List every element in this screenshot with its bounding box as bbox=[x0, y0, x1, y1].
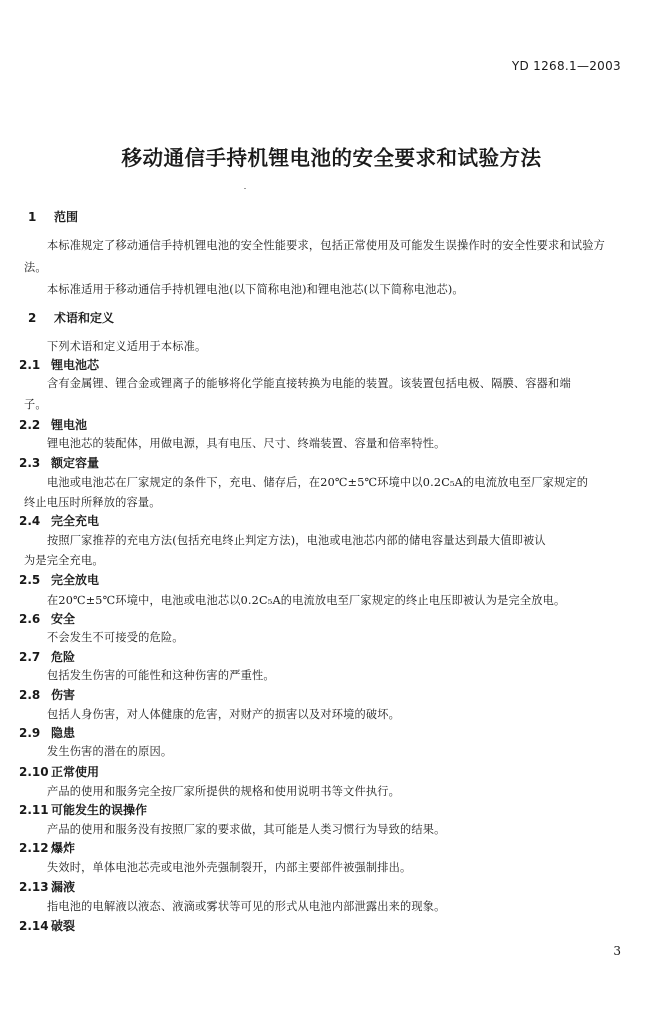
term-heading bbox=[19, 610, 75, 627]
section-2-intro: 下列术语和定义适用于本标准。 bbox=[47, 340, 207, 353]
term-definition-continuation: 终止电压时所释放的容量。 bbox=[24, 496, 161, 509]
term-number: 2.12 bbox=[19, 841, 49, 855]
term-definition-continuation: 子。 bbox=[24, 398, 47, 411]
section-1-paragraph-1: 本标准规定了移动通信手持机锂电池的安全性能要求，包括正常使用及可能发生误操作时的安全性要求和试验方法。 bbox=[24, 239, 605, 274]
section-1-heading bbox=[28, 208, 78, 225]
term-definition: 在20℃±5℃环境中，电池或电池芯以0.2C₅A的电流放电至厂家规定的终止电压即被认为是完全放电。 bbox=[47, 594, 566, 607]
term-number: 2.8 bbox=[19, 688, 41, 702]
term-name: 锂电池 bbox=[51, 418, 88, 432]
term-number: 2.5 bbox=[19, 573, 41, 587]
term-heading bbox=[19, 512, 99, 529]
term-definition: 指电池的电解液以液态、液滴或雾状等可见的形式从电池内部泄露出来的现象。 bbox=[47, 900, 446, 913]
term-heading bbox=[19, 801, 147, 818]
term-definition: 产品的使用和服务没有按照厂家的要求做，其可能是人类习惯行为导致的结果。 bbox=[47, 823, 446, 836]
section-number: 2 bbox=[28, 311, 37, 325]
term-heading bbox=[19, 416, 87, 433]
term-name: 爆炸 bbox=[51, 841, 76, 855]
document-title: 移动通信手持机锂电池的安全要求和试验方法 bbox=[121, 146, 542, 170]
term-heading bbox=[19, 571, 99, 588]
term-definition-continuation: 为是完全充电。 bbox=[24, 554, 104, 567]
term-number: 2.13 bbox=[19, 880, 49, 894]
title-divider-mark bbox=[244, 188, 246, 189]
term-definition: 电池或电池芯在厂家规定的条件下，充电、储存后，在20℃±5℃环境中以0.2C₅A的电流放电至厂家规定的 bbox=[47, 476, 589, 489]
section-title: 范围 bbox=[54, 210, 79, 224]
term-number: 2.9 bbox=[19, 726, 41, 740]
term-definition: 包括发生伤害的可能性和这种伤害的严重性。 bbox=[47, 669, 275, 682]
page-number: 3 bbox=[613, 944, 621, 958]
term-name: 锂电池芯 bbox=[51, 358, 100, 372]
term-name: 危险 bbox=[51, 650, 76, 664]
term-definition: 按照厂家推荐的充电方法(包括充电终止判定方法)，电池或电池芯内部的储电容量达到最大值即被认 bbox=[47, 534, 546, 547]
term-definition: 不会发生不可接受的危险。 bbox=[47, 631, 184, 644]
term-number: 2.4 bbox=[19, 514, 41, 528]
term-number: 2.7 bbox=[19, 650, 41, 664]
term-name: 完全放电 bbox=[51, 573, 100, 587]
section-title: 术语和定义 bbox=[54, 311, 115, 325]
standard-code: YD 1268.1—2003 bbox=[511, 59, 621, 73]
term-name: 安全 bbox=[51, 612, 76, 626]
term-heading bbox=[19, 648, 75, 665]
term-number: 2.6 bbox=[19, 612, 41, 626]
term-heading bbox=[19, 839, 75, 856]
term-definition: 失效时，单体电池芯壳或电池外壳强制裂开，内部主要部件被强制排出。 bbox=[47, 861, 412, 874]
term-heading bbox=[19, 454, 99, 471]
term-name: 可能发生的误操作 bbox=[51, 803, 148, 817]
term-definition: 锂电池芯的装配体，用做电源，具有电压、尺寸、终端装置、容量和倍率特性。 bbox=[47, 437, 446, 450]
term-heading bbox=[19, 356, 99, 373]
section-2-heading bbox=[28, 309, 114, 326]
term-number: 2.3 bbox=[19, 456, 41, 470]
term-name: 完全充电 bbox=[51, 514, 100, 528]
term-heading bbox=[19, 878, 75, 895]
term-definition: 发生伤害的潜在的原因。 bbox=[47, 745, 173, 758]
term-name: 漏液 bbox=[51, 880, 76, 894]
section-number: 1 bbox=[28, 210, 37, 224]
term-heading bbox=[19, 763, 99, 780]
term-definition: 包括人身伤害，对人体健康的危害，对财产的损害以及对环境的破坏。 bbox=[47, 708, 401, 721]
term-number: 2.2 bbox=[19, 418, 41, 432]
section-1-paragraph-2: 本标准适用于移动通信手持机锂电池(以下简称电池)和锂电池芯(以下简称电池芯)。 bbox=[47, 283, 464, 296]
term-name: 额定容量 bbox=[51, 456, 100, 470]
term-number: 2.1 bbox=[19, 358, 41, 372]
term-name: 伤害 bbox=[51, 688, 76, 702]
term-heading bbox=[19, 686, 75, 703]
term-number: 2.11 bbox=[19, 803, 49, 817]
term-name: 正常使用 bbox=[51, 765, 100, 779]
term-heading bbox=[19, 724, 75, 741]
term-number: 2.14 bbox=[19, 919, 49, 933]
term-heading bbox=[19, 917, 75, 934]
term-number: 2.10 bbox=[19, 765, 49, 779]
term-definition: 产品的使用和服务完全按厂家所提供的规格和使用说明书等文件执行。 bbox=[47, 785, 401, 798]
term-definition: 含有金属锂、锂合金或锂离子的能够将化学能直接转换为电能的装置。该装置包括电极、隔膜、容器和端 bbox=[47, 377, 571, 390]
term-name: 隐患 bbox=[51, 726, 76, 740]
term-name: 破裂 bbox=[51, 919, 76, 933]
